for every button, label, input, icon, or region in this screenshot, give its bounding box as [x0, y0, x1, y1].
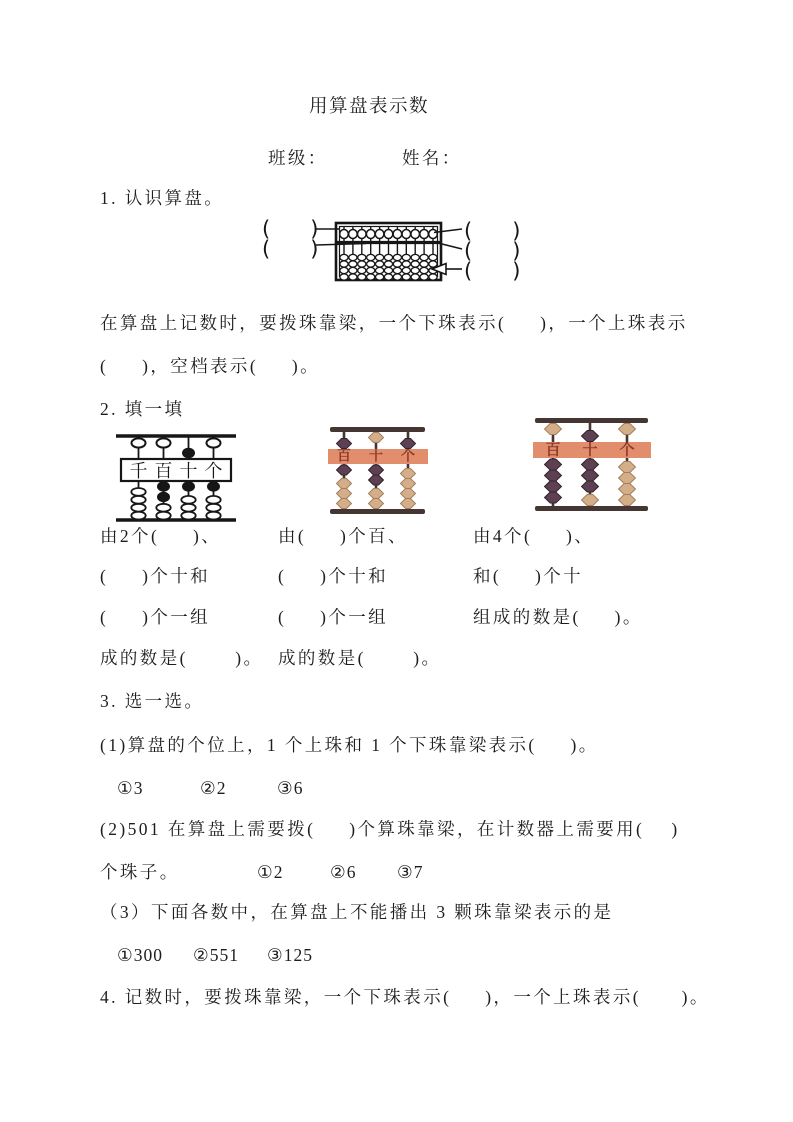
- lower-bead: [367, 267, 375, 273]
- lower-bead-active: [182, 481, 195, 491]
- lower-bead: [349, 254, 357, 260]
- fill-col1-line1: 由2个( )、: [100, 526, 222, 546]
- lower-bead: [181, 504, 195, 512]
- q3-2-option-1: ①2: [257, 862, 284, 882]
- upper-bead: [366, 230, 375, 239]
- q3-2-text-line2: 个珠子。: [100, 862, 180, 882]
- lower-bead: [411, 261, 419, 267]
- lower-bead: [358, 267, 366, 273]
- diagram-blank-right-1: ( ): [464, 219, 521, 243]
- lower-bead: [367, 274, 375, 280]
- beam-label: 百: [337, 449, 351, 465]
- beam-label: 个: [401, 449, 415, 465]
- lower-bead: [376, 254, 384, 260]
- upper-bead: [132, 438, 146, 447]
- fill-in-abacus-color-2: [533, 404, 651, 521]
- callout-line: [434, 229, 462, 233]
- abacus-bead: [619, 462, 636, 473]
- abacus-bead: [401, 439, 416, 449]
- page-title: 用算盘表示数: [309, 97, 430, 117]
- lower-bead: [358, 274, 366, 280]
- colored-abacus-1-illustration: [328, 412, 428, 518]
- fill-col1-line3: ( )个一组: [100, 607, 211, 627]
- fill-col2-line2: ( )个十和: [278, 566, 389, 586]
- diagram-blank-upper-left-2: ( ): [262, 237, 319, 261]
- lower-bead: [402, 267, 410, 273]
- fill-col2-line4: 成的数是( )。: [278, 648, 442, 668]
- lower-bead: [349, 274, 357, 280]
- question-2-heading: 2. 填一填: [100, 399, 185, 419]
- lower-bead: [340, 261, 348, 267]
- abacus-bead: [619, 495, 636, 506]
- abacus-bead: [582, 431, 599, 442]
- lower-bead: [384, 254, 392, 260]
- lower-bead: [131, 512, 145, 520]
- lower-bead-active: [207, 481, 220, 491]
- lower-bead: [420, 274, 428, 280]
- lower-bead: [376, 274, 384, 280]
- lower-bead: [384, 274, 392, 280]
- abacus-bead: [337, 465, 352, 475]
- abacus-bead: [582, 481, 599, 492]
- beam-label: 十: [179, 461, 198, 481]
- beam-label: 千: [129, 461, 148, 481]
- question-3-heading: 3. 选一选。: [100, 691, 205, 711]
- callout-line: [316, 244, 366, 246]
- fill-col1-line2: ( )个十和: [100, 566, 211, 586]
- beam-label: 个: [204, 461, 223, 481]
- q3-3-option-1: ①300: [117, 945, 163, 965]
- upper-bead: [207, 438, 221, 447]
- lower-bead: [206, 512, 220, 520]
- lower-bead: [376, 267, 384, 273]
- lower-bead: [156, 504, 170, 512]
- lower-bead: [420, 261, 428, 267]
- lower-bead: [420, 267, 428, 273]
- lower-bead: [367, 254, 375, 260]
- abacus-bead: [619, 424, 636, 435]
- abacus-parts-diagram: [260, 214, 570, 300]
- abacus-bead: [369, 499, 384, 509]
- fill-col3-line1: 由4个( )、: [473, 526, 595, 546]
- abacus-bead: [545, 492, 562, 503]
- abacus-bead: [369, 475, 384, 485]
- q3-3-option-2: ②551: [193, 945, 239, 965]
- lower-bead: [393, 267, 401, 273]
- lower-bead: [393, 261, 401, 267]
- upper-bead: [393, 230, 402, 239]
- q1-text-line-1: 在算盘上记数时，要拨珠靠梁，一个下珠表示( )，一个上珠表示: [100, 313, 688, 333]
- beam-label: 十: [582, 442, 598, 459]
- upper-bead: [157, 438, 171, 447]
- q3-2-option-2: ②6: [330, 862, 357, 882]
- name-label: 姓名：: [402, 148, 462, 168]
- lower-bead: [181, 512, 195, 520]
- q3-3-option-3: ③125: [267, 945, 313, 965]
- upper-bead: [358, 230, 367, 239]
- lower-bead: [181, 496, 195, 504]
- fill-col3-line3: 组成的数是( )。: [473, 607, 643, 627]
- lower-bead: [411, 274, 419, 280]
- abacus-bead: [401, 489, 416, 499]
- fill-col1-line4: 成的数是( )。: [100, 648, 264, 668]
- lower-bead: [131, 504, 145, 512]
- lower-bead: [393, 274, 401, 280]
- lower-bead: [420, 254, 428, 260]
- question-4-text: 4. 记数时，要拨珠靠梁，一个下珠表示( )，一个上珠表示( )。: [100, 987, 710, 1007]
- lower-bead: [393, 254, 401, 260]
- lower-bead: [402, 254, 410, 260]
- lower-bead: [358, 261, 366, 267]
- lower-bead: [402, 274, 410, 280]
- upper-bead-active: [182, 448, 195, 459]
- diagram-blank-right-3: ( ): [464, 259, 521, 283]
- lower-bead-active: [157, 492, 170, 502]
- diagram-blank-right-2: ( ): [464, 239, 521, 263]
- colored-abacus-2-illustration: [533, 404, 651, 516]
- abacus-bead: [401, 469, 416, 479]
- lower-bead: [340, 274, 348, 280]
- lower-bead: [349, 261, 357, 267]
- upper-bead: [429, 230, 438, 239]
- upper-bead: [402, 230, 411, 239]
- q3-1-option-1: ①3: [117, 778, 144, 798]
- lower-bead: [206, 504, 220, 512]
- diagram-blank-upper-left-1: ( ): [262, 217, 319, 241]
- lower-bead: [131, 496, 145, 504]
- upper-bead: [340, 230, 349, 239]
- lower-bead: [429, 261, 437, 267]
- lower-bead: [156, 512, 170, 520]
- upper-bead: [420, 230, 429, 239]
- lower-bead-active: [157, 481, 170, 491]
- abacus-bead: [369, 433, 384, 443]
- beam-label: 十: [369, 449, 383, 465]
- upper-bead: [411, 230, 420, 239]
- fill-col2-line1: 由( )个百、: [278, 526, 408, 546]
- beam-label: 百: [154, 461, 173, 481]
- lower-bead: [206, 496, 220, 504]
- abacus-bead: [401, 499, 416, 509]
- abacus-bead: [337, 499, 352, 509]
- abacus-bead: [545, 459, 562, 470]
- q3-2-option-3: ③7: [397, 862, 424, 882]
- lower-bead: [131, 488, 145, 496]
- q3-3-text: （3）下面各数中，在算盘上不能播出 3 颗珠靠梁表示的是: [100, 902, 614, 922]
- abacus-bead: [337, 489, 352, 499]
- upper-bead: [375, 230, 384, 239]
- upper-bead: [384, 230, 393, 239]
- lower-bead: [411, 254, 419, 260]
- q3-2-text-line1: (2)501 在算盘上需要拨( )个算珠靠梁，在计数器上需要用( ): [100, 819, 680, 839]
- lower-bead: [429, 254, 437, 260]
- abacus-bead: [401, 479, 416, 489]
- abacus-bead: [337, 439, 352, 449]
- q3-1-text: (1)算盘的个位上，1 个上珠和 1 个下珠靠梁表示( )。: [100, 735, 599, 755]
- abacus-bead: [582, 495, 599, 506]
- beam-label: 百: [545, 442, 561, 459]
- fill-col3-line2: 和( )个十: [473, 566, 584, 586]
- q1-text-line-2: ( )，空档表示( )。: [100, 356, 321, 376]
- lower-bead: [384, 267, 392, 273]
- abacus-bead: [545, 424, 562, 435]
- lower-bead: [411, 267, 419, 273]
- q3-1-option-3: ③6: [277, 778, 304, 798]
- lower-bead: [429, 274, 437, 280]
- beam-label: 个: [619, 442, 635, 459]
- lower-bead: [349, 267, 357, 273]
- abacus-bead: [545, 481, 562, 492]
- lower-bead: [340, 267, 348, 273]
- lower-bead: [384, 261, 392, 267]
- q3-1-option-2: ②2: [200, 778, 227, 798]
- abacus-bead: [545, 470, 562, 481]
- lower-bead: [358, 254, 366, 260]
- abacus-bead: [582, 459, 599, 470]
- abacus-bead: [619, 473, 636, 484]
- question-1-heading: 1. 认识算盘。: [100, 188, 225, 208]
- abacus-bead: [369, 465, 384, 475]
- lower-bead: [340, 254, 348, 260]
- abacus-bead: [582, 470, 599, 481]
- abacus-bead: [337, 479, 352, 489]
- lower-bead: [367, 261, 375, 267]
- abacus-bead: [619, 484, 636, 495]
- lower-bead: [376, 261, 384, 267]
- fill-col2-line3: ( )个一组: [278, 607, 389, 627]
- class-label: 班级：: [268, 148, 328, 168]
- bw-abacus-illustration: [116, 430, 236, 526]
- upper-bead: [349, 230, 358, 239]
- abacus-bead: [369, 489, 384, 499]
- fill-in-abacus-color-1: [328, 412, 428, 523]
- lower-bead: [402, 261, 410, 267]
- fill-in-abacus-bw: [116, 430, 236, 531]
